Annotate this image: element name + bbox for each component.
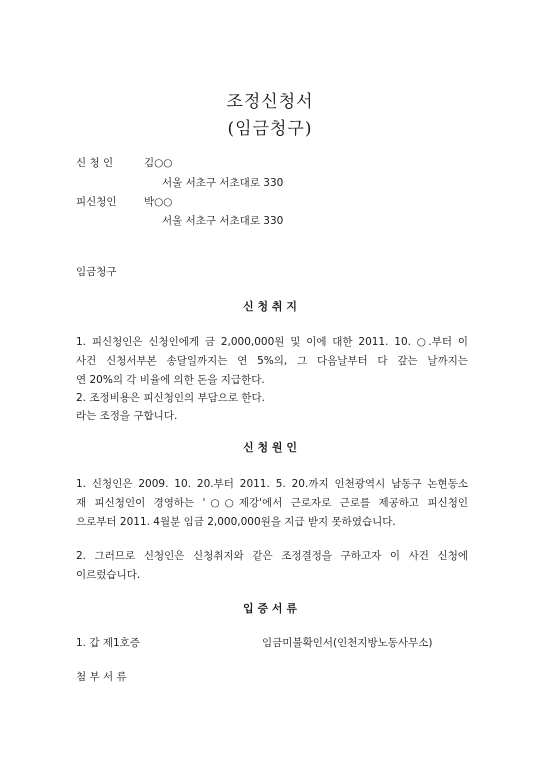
purpose-line: 사건 신청서부본 송달일까지는 연 5%의, 그 다음날부터 다 갚는 날까지는	[76, 355, 468, 367]
section-heading-evidence: 입 증 서 류	[243, 602, 297, 615]
claim-type: 임금청구	[76, 266, 117, 278]
applicant-address: 서울 서초구 서초대로 330	[162, 177, 284, 189]
evidence-item-desc: 임금미불확인서(인천지방노동사무소)	[262, 637, 433, 649]
page-subtitle: (임금청구)	[227, 119, 313, 139]
purpose-line: 연 20%의 각 비율에 의한 돈을 지급한다.	[76, 374, 265, 386]
section-heading-purpose: 신 청 취 지	[243, 300, 297, 313]
cause-line: 으로부터 2011. 4월분 임금 2,000,000원을 지급 받지 못하였습니다.	[76, 516, 396, 528]
evidence-item-label: 1. 갑 제1호증	[76, 637, 140, 649]
respondent-label: 피신청인	[76, 196, 117, 208]
attachments-heading: 첨 부 서 류	[76, 671, 127, 683]
section-heading-cause: 신 청 원 인	[243, 441, 297, 454]
cause-line: 1. 신청인은 2009. 10. 20.부터 2011. 5. 20.까지 인천광역시 남동구 논현동소	[76, 478, 468, 490]
purpose-line: 2. 조정비용은 피신청인의 부담으로 한다.	[76, 392, 265, 404]
applicant-label: 신 청 인	[76, 157, 114, 169]
applicant-name: 김○○	[144, 157, 173, 169]
cause-line: 2. 그러므로 신청인은 신청취지와 같은 조정결정을 구하고자 이 사건 신청에	[76, 550, 468, 562]
respondent-name: 박○○	[144, 196, 173, 208]
page-title: 조정신청서	[226, 92, 314, 112]
respondent-address: 서울 서초구 서초대로 330	[162, 215, 284, 227]
purpose-line: 1. 피신청인은 신청인에게 금 2,000,000원 및 이에 대한 2011. 10. ○.부터 이	[76, 336, 468, 348]
cause-line: 이르렀습니다.	[76, 569, 141, 581]
purpose-line: 라는 조정을 구합니다.	[76, 410, 178, 422]
cause-line: 재 피신청인이 경영하는 '○○제강'에서 근로자로 근로를 제공하고 피신청인	[76, 497, 468, 509]
